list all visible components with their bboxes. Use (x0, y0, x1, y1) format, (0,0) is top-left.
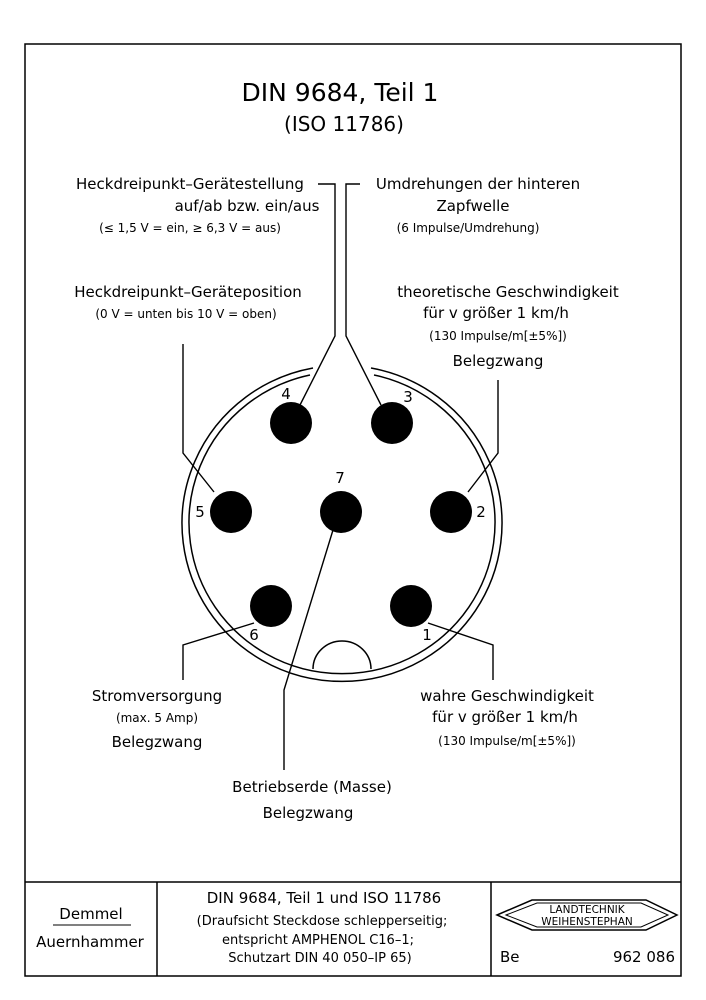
pin-3-label-2: Zapfwelle (436, 197, 510, 215)
pin-6-label-2: (max. 5 Amp) (115, 711, 199, 725)
pin-3-socket (371, 402, 413, 444)
pin-1-label-1: wahre Geschwindigkeit (420, 687, 594, 705)
pin-4-label-1: Heckdreipunkt–Gerätestellung (76, 175, 304, 193)
pin-4-label-3: (≤ 1,5 V = ein, ≥ 6,3 V = aus) (99, 221, 281, 235)
page-subtitle: (ISO 11786) (284, 112, 404, 136)
pin-6-label-1: Stromversorgung (91, 687, 223, 705)
pin-1-number: 1 (422, 626, 432, 644)
author-1: Demmel (59, 905, 123, 923)
pin-7-number: 7 (335, 469, 345, 487)
pin-2-label-4: Belegzwang (452, 352, 544, 370)
pin-7-label-1: Betriebserde (Masse) (232, 778, 392, 796)
pin-3-number: 3 (403, 388, 413, 406)
pin-2-label-2: für v größer 1 km/h (423, 304, 569, 322)
pin-1-leader (428, 623, 493, 680)
pin-4-number: 4 (281, 385, 291, 403)
pin-5-label-1: Heckdreipunkt–Geräteposition (74, 283, 302, 301)
pin-2-label-3: (130 Impulse/m[±5%]) (429, 329, 567, 343)
pin-1-label-2: für v größer 1 km/h (432, 708, 578, 726)
pin-4-label-2: auf/ab bzw. ein/aus (174, 197, 320, 215)
pin-6-number: 6 (249, 626, 259, 644)
pin-4-leader (300, 184, 335, 405)
pin-2-label-1: theoretische Geschwindigkeit (397, 283, 619, 301)
desc-line-3: entspricht AMPHENOL C16–1; (222, 933, 414, 948)
landtechnik-logo (497, 900, 677, 930)
desc-line-4: Schutzart DIN 40 050–IP 65) (228, 951, 412, 966)
logo-text-1: LANDTECHNIK (549, 904, 625, 916)
desc-line-2: (Draufsicht Steckdose schlepperseitig; (196, 914, 448, 929)
pin-7-socket (320, 491, 362, 533)
page-title: DIN 9684, Teil 1 (241, 78, 439, 107)
pin-5-label-2: (0 V = unten bis 10 V = oben) (95, 307, 277, 321)
pin-2-socket (430, 491, 472, 533)
pin-6-socket (250, 585, 292, 627)
pin-1-label-3: (130 Impulse/m[±5%]) (438, 734, 576, 748)
pin-6-label-3: Belegzwang (111, 733, 203, 751)
pin-sockets (210, 402, 472, 627)
pin-5-socket (210, 491, 252, 533)
logo-text-2: WEIHENSTEPHAN (541, 916, 633, 928)
pin-6-leader (183, 623, 254, 680)
pin-2-number: 2 (476, 503, 486, 521)
pin-5-number: 5 (195, 503, 205, 521)
drawing-code-left: Be (500, 948, 520, 966)
pin-2-leader (468, 380, 498, 492)
pin-3-label-3: (6 Impulse/Umdrehung) (396, 221, 540, 235)
desc-line-1: DIN 9684, Teil 1 und ISO 11786 (206, 889, 442, 907)
pin-7-label-2: Belegzwang (262, 804, 354, 822)
pin-4-socket (270, 402, 312, 444)
drawing-number: 962 086 (612, 948, 675, 966)
author-2: Auernhammer (36, 933, 144, 951)
pin-3-leader (346, 184, 381, 405)
pin-1-socket (390, 585, 432, 627)
pin-7-leader (284, 530, 333, 770)
pin-3-label-1: Umdrehungen der hinteren (375, 175, 581, 193)
